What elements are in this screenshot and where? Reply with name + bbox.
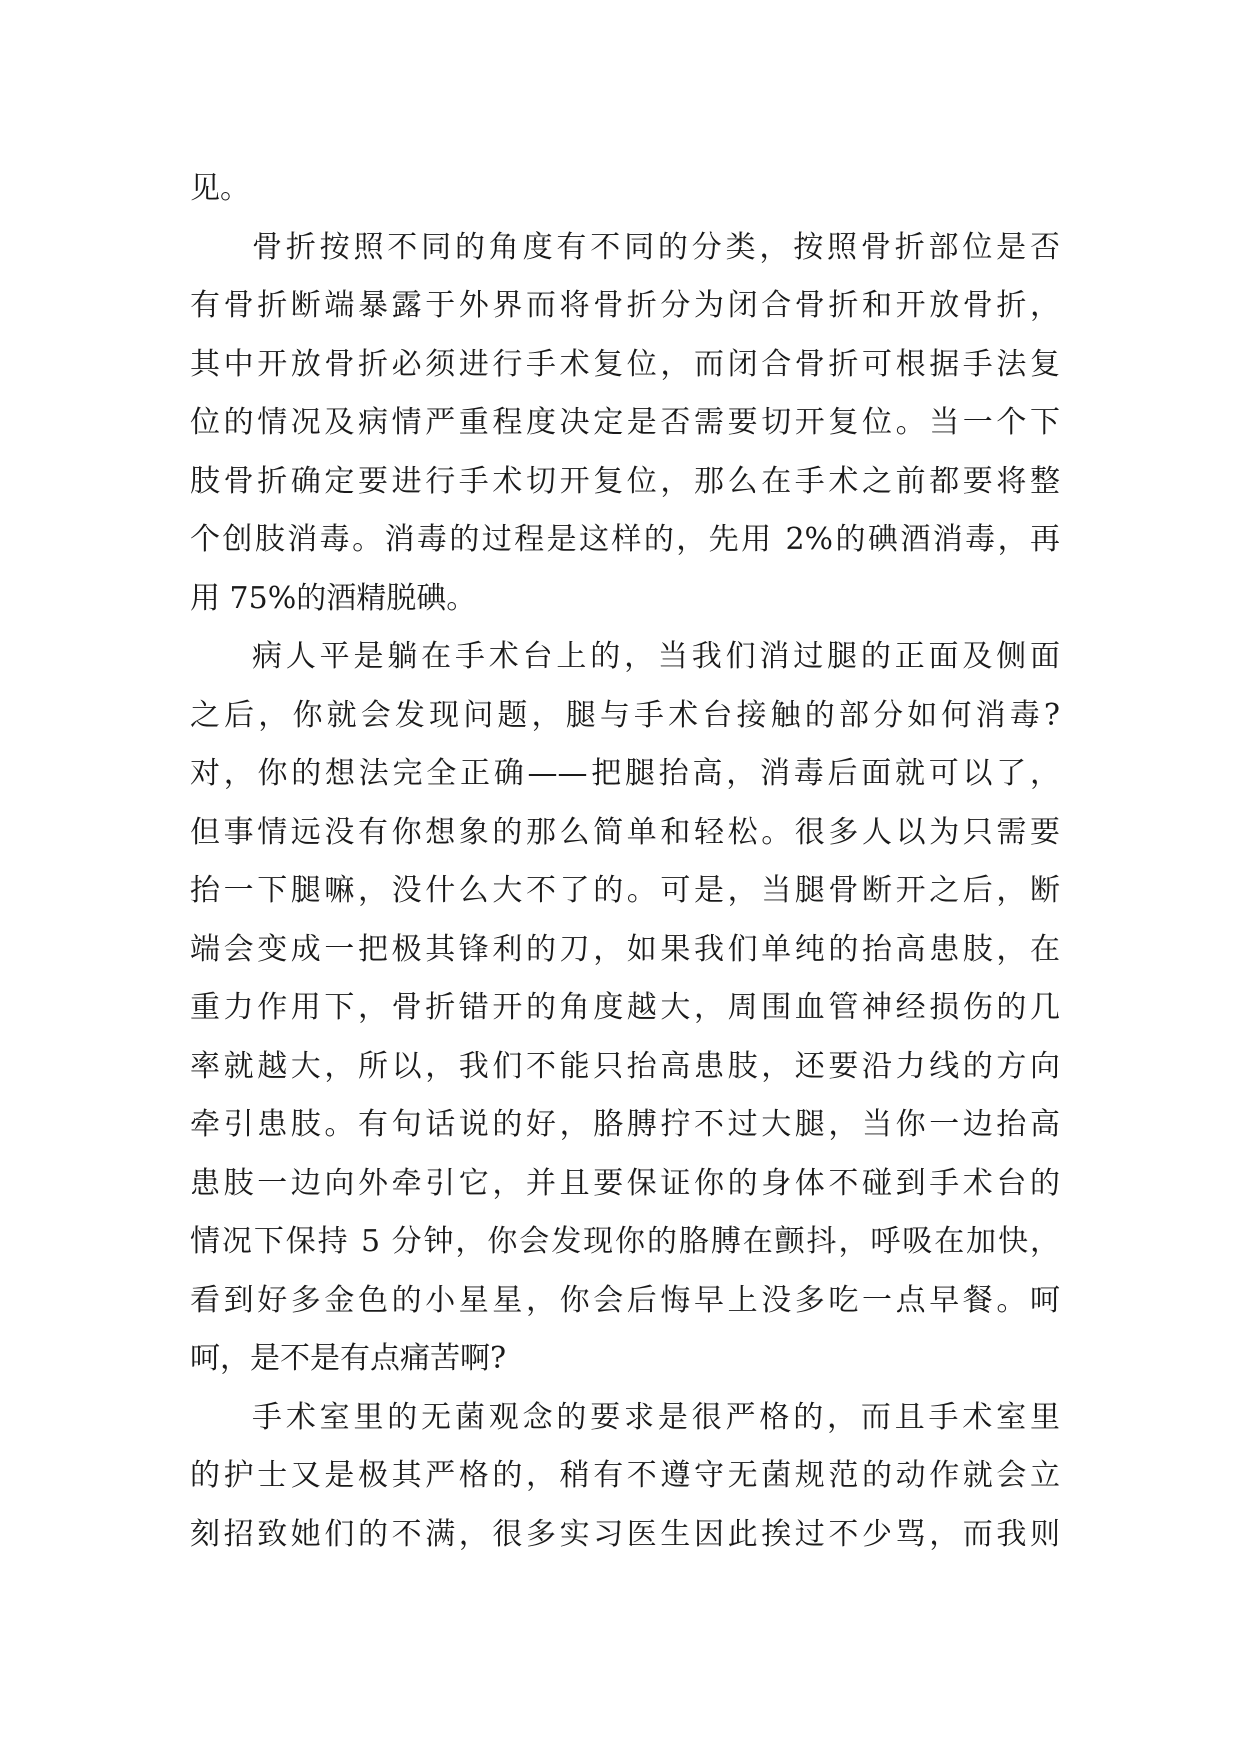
body-text [190, 160, 1060, 1564]
text-line: 用 75%的酒精脱碘。 [190, 580, 477, 616]
paragraph-first-line: 骨折按照不同的角度有不同的分类，按照骨折部位是否 [252, 229, 1060, 265]
text-line: 肢骨折确定要进行手术切开复位，那么在手术之前都要将整 [190, 463, 1060, 499]
text-line: 但事情远没有你想象的那么简单和轻松。很多人以为只需要 [190, 814, 1060, 850]
text-line: 患肢一边向外牵引它，并且要保证你的身体不碰到手术台的 [190, 1165, 1060, 1201]
text-line: 情况下保持 5 分钟，你会发现你的胳膊在颤抖，呼吸在加快， [190, 1224, 1060, 1259]
text-line: 端会变成一把极其锋利的刀，如果我们单纯的抬高患肢，在 [190, 931, 1060, 967]
text-line: 刻招致她们的不满，很多实习医生因此挨过不少骂，而我则 [190, 1516, 1060, 1552]
text-line: 之后，你就会发现问题，腿与手术台接触的部分如何消毒? [190, 697, 1060, 733]
text-line: 牵引患肢。有句话说的好，胳膊拧不过大腿，当你一边抬高 [190, 1107, 1060, 1142]
paragraph-first-line: 手术室里的无菌观念的要求是很严格的，而且手术室里 [252, 1399, 1060, 1435]
text-line: 呵，是不是有点痛苦啊? [190, 1341, 507, 1376]
text-line: 其中开放骨折必须进行手术复位，而闭合骨折可根据手法复 [190, 346, 1060, 382]
text-line: 重力作用下，骨折错开的角度越大，周围血管神经损伤的几 [190, 990, 1060, 1025]
text-line: 的护士又是极其严格的，稍有不遵守无菌规范的动作就会立 [190, 1458, 1060, 1493]
text-line: 见。 [190, 171, 250, 206]
text-line: 看到好多金色的小星星，你会后悔早上没多吃一点早餐。呵 [190, 1282, 1060, 1318]
text-line: 率就越大，所以，我们不能只抬高患肢，还要沿力线的方向 [190, 1048, 1060, 1084]
paragraph-first-line: 病人平是躺在手术台上的，当我们消过腿的正面及侧面 [252, 639, 1060, 674]
text-line: 个创肢消毒。消毒的过程是这样的，先用 2%的碘酒消毒，再 [190, 522, 1060, 557]
text-line: 对，你的想法完全正确——把腿抬高，消毒后面就可以了， [190, 756, 1060, 791]
text-line: 位的情况及病情严重程度决定是否需要切开复位。当一个下 [190, 405, 1060, 440]
text-line: 抬一下腿嘛，没什么大不了的。可是，当腿骨断开之后，断 [190, 873, 1060, 908]
text-line: 有骨折断端暴露于外界而将骨折分为闭合骨折和开放骨折， [190, 288, 1060, 323]
